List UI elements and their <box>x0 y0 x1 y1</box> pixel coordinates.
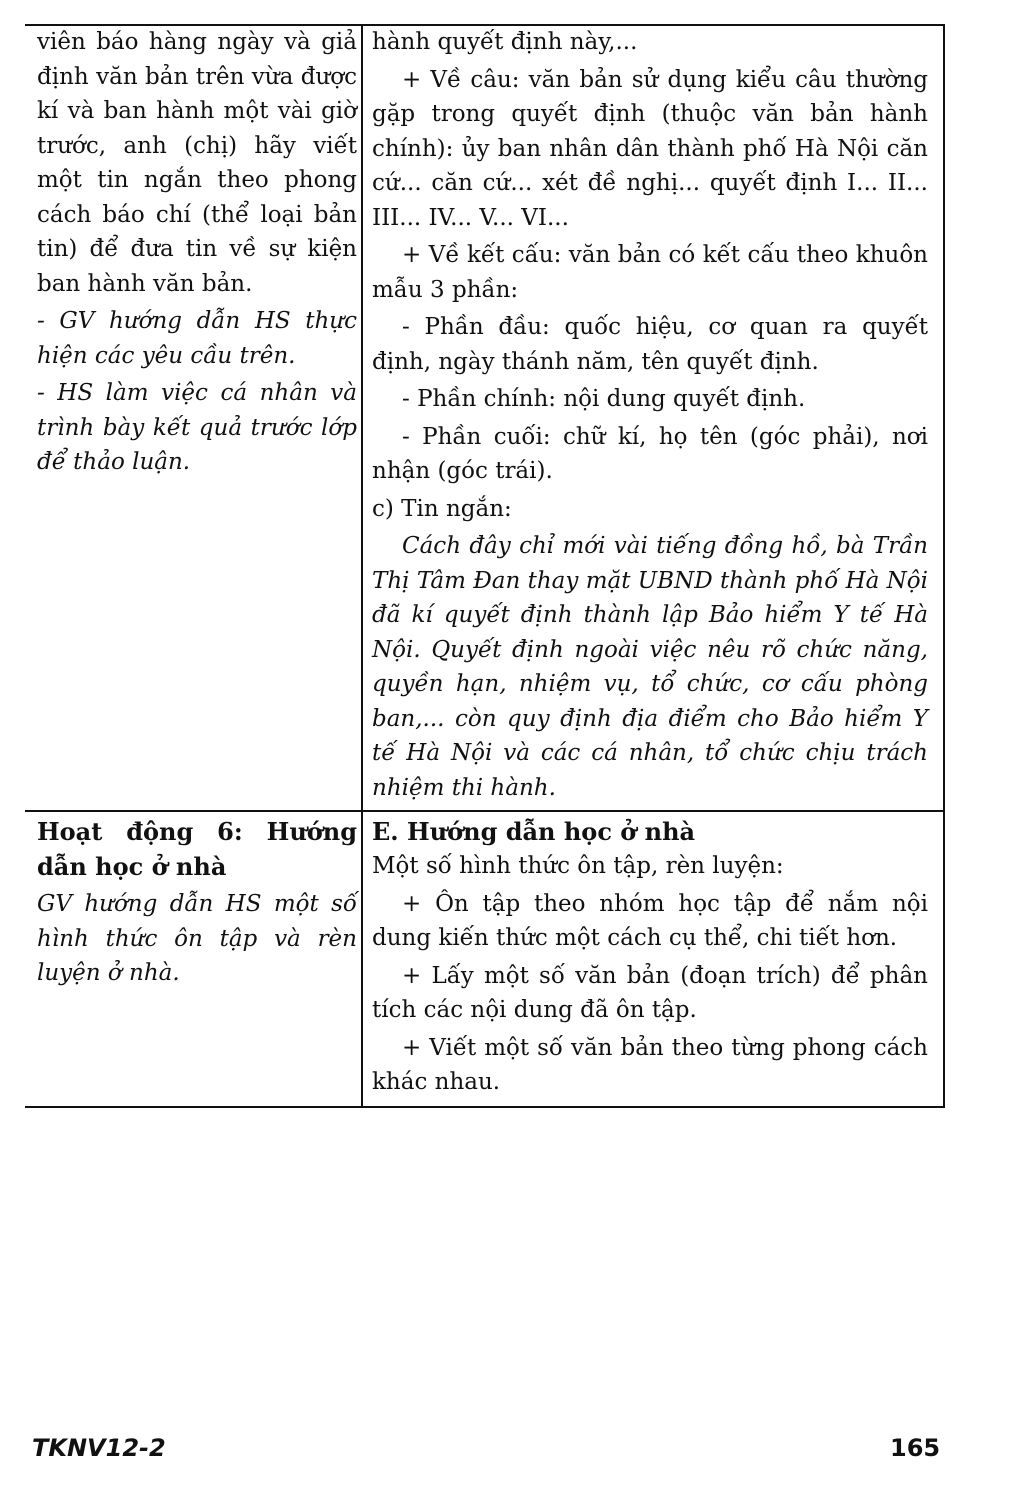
part2-text: - Phần chính: nội dung quyết định. <box>402 386 806 412</box>
section-e-intro: Một số hình thức ôn tập, rèn luyện: <box>372 853 784 879</box>
task-text: viên báo hàng ngày và giả định văn bản trên vừa được kí và ban hành một vài giờ trước, anh (chị) hãy viết một tin ngắn theo phong cách báo chí (thể loại bản tin) để đưa tin về sự kiện ban hành văn bản. <box>37 29 357 297</box>
right-cell-row2 <box>372 814 928 1100</box>
table-right-border <box>943 24 945 1108</box>
activity6-title: Hoạt động 6: Hướng dẫn học ở nhà <box>37 817 357 881</box>
activity6-desc: GV hướng dẫn HS một số hình thức ôn tập và rèn luyện ở nhà. <box>37 891 357 986</box>
row-divider <box>25 810 945 812</box>
news-text: Cách đây chỉ mới vài tiếng đồng hồ, bà Trần Thị Tâm Đan thay mặt UBND thành phố Hà Nội đã kí quyết định thành lập Bảo hiểm Y tế Hà Nội. Quyết định ngoài việc nêu rõ chức năng, quyền hạn, nhiệm vụ, tổ chức, cơ cấu phòng ban,... còn quy định địa điểm cho Bảo hiểm Y tế Hà Nội và các cá nhân, tổ chức chịu trách nhiệm thi hành. <box>372 533 928 801</box>
table-bottom-border <box>25 1106 945 1108</box>
column-divider <box>361 24 363 1108</box>
right-line0: hành quyết định này,... <box>372 29 638 55</box>
left-cell-row1 <box>37 25 357 480</box>
tip1-text: + Ôn tập theo nhóm học tập để nắm nội dung kiến thức một cách cụ thể, chi tiết hơn. <box>372 890 928 951</box>
part3-text: - Phần cuối: chữ kí, họ tên (góc phải), nơi nhận (góc trái). <box>372 423 928 484</box>
news-label: c) Tin ngắn: <box>372 495 512 522</box>
tip3-text: + Viết một số văn bản theo từng phong cách khác nhau. <box>372 1034 928 1095</box>
tip2-text: + Lấy một số văn bản (đoạn trích) để phân tích các nội dung đã ôn tập. <box>372 962 928 1023</box>
left-cell-row2 <box>37 814 357 991</box>
sentence-point: + Về câu: văn bản sử dụng kiểu câu thường gặp trong quyết định (thuộc văn bản hành chính): ủy ban nhân dân thành phố Hà Nội căn cứ... căn cứ... xét đề nghị... quyết định I... II... III... IV... V... VI... <box>372 66 928 231</box>
gv-note: - GV hướng dẫn HS thực hiện các yêu cầu trên. <box>37 308 357 369</box>
structure-point: + Về kết cấu: văn bản có kết cấu theo khuôn mẫu 3 phần: <box>372 242 928 303</box>
section-e-title: E. Hướng dẫn học ở nhà <box>372 817 696 846</box>
right-cell-row1 <box>372 25 928 805</box>
lesson-table <box>25 24 945 1108</box>
book-code: TKNV12-2 <box>32 1434 166 1462</box>
part1-text: - Phần đầu: quốc hiệu, cơ quan ra quyết định, ngày thánh năm, tên quyết định. <box>372 314 928 375</box>
hs-note: - HS làm việc cá nhân và trình bày kết quả trước lớp để thảo luận. <box>37 380 357 475</box>
page-number: 165 <box>890 1434 941 1462</box>
